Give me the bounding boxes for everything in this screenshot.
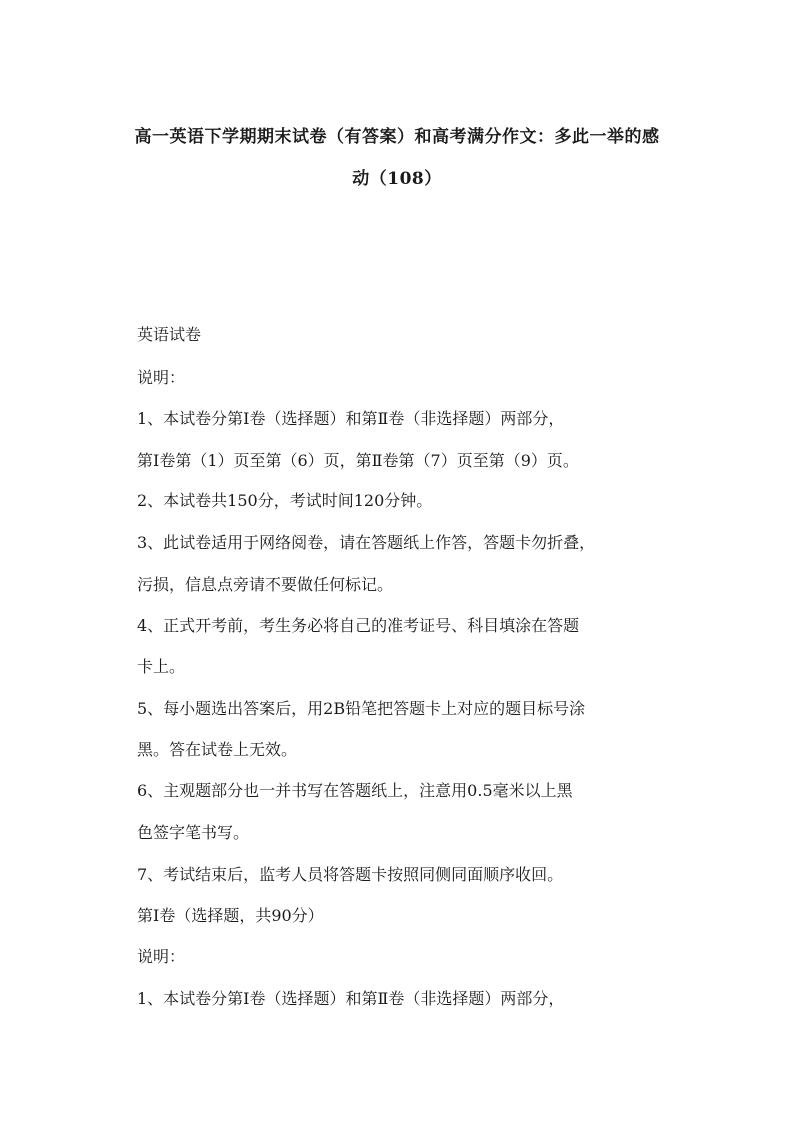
instruction-2: 2、本试卷共150分，考试时间120分钟。 (137, 491, 433, 510)
document-title-line-2: 动（108） (352, 169, 442, 189)
instruction-6-line-1: 6、主观题部分也一并书写在答题纸上，注意用0.5毫米以上黑 (137, 781, 573, 800)
part-1-instruction-1: 1、本试卷分第Ⅰ卷（选择题）和第Ⅱ卷（非选择题）两部分， (137, 989, 565, 1008)
instruction-1-line-2: 第Ⅰ卷第（1）页至第（6）页，第Ⅱ卷第（7）页至第（9）页。 (137, 451, 579, 470)
part-1-instructions-heading: 说明： (137, 947, 186, 966)
instruction-5-line-1: 5、每小题选出答案后，用2B铅笔把答题卡上对应的题目标号涂 (137, 699, 586, 718)
instruction-4-line-1: 4、正式开考前，考生务必将自己的准考证号、科目填涂在答题 (137, 616, 580, 635)
part-1-heading: 第Ⅰ卷（选择题，共90分） (137, 906, 324, 925)
instruction-3-line-2: 污损，信息点旁请不要做任何标记。 (137, 575, 394, 594)
instruction-7: 7、考试结束后，监考人员将答题卡按照同侧同面顺序收回。 (137, 865, 564, 884)
instructions-heading: 说明： (137, 368, 186, 387)
instruction-5-line-2: 黑。答在试卷上无效。 (137, 740, 298, 759)
instruction-1-line-1: 1、本试卷分第Ⅰ卷（选择题）和第Ⅱ卷（非选择题）两部分， (137, 409, 565, 428)
section-heading-english-exam: 英语试卷 (137, 325, 202, 344)
document-title-line-1: 高一英语下学期期末试卷（有答案）和高考满分作文：多此一举的感 (134, 127, 660, 147)
instruction-4-line-2: 卡上。 (137, 657, 186, 676)
instruction-6-line-2: 色签字笔书写。 (137, 823, 250, 842)
instruction-3-line-1: 3、此试卷适用于网络阅卷，请在答题纸上作答，答题卡勿折叠， (137, 533, 596, 552)
